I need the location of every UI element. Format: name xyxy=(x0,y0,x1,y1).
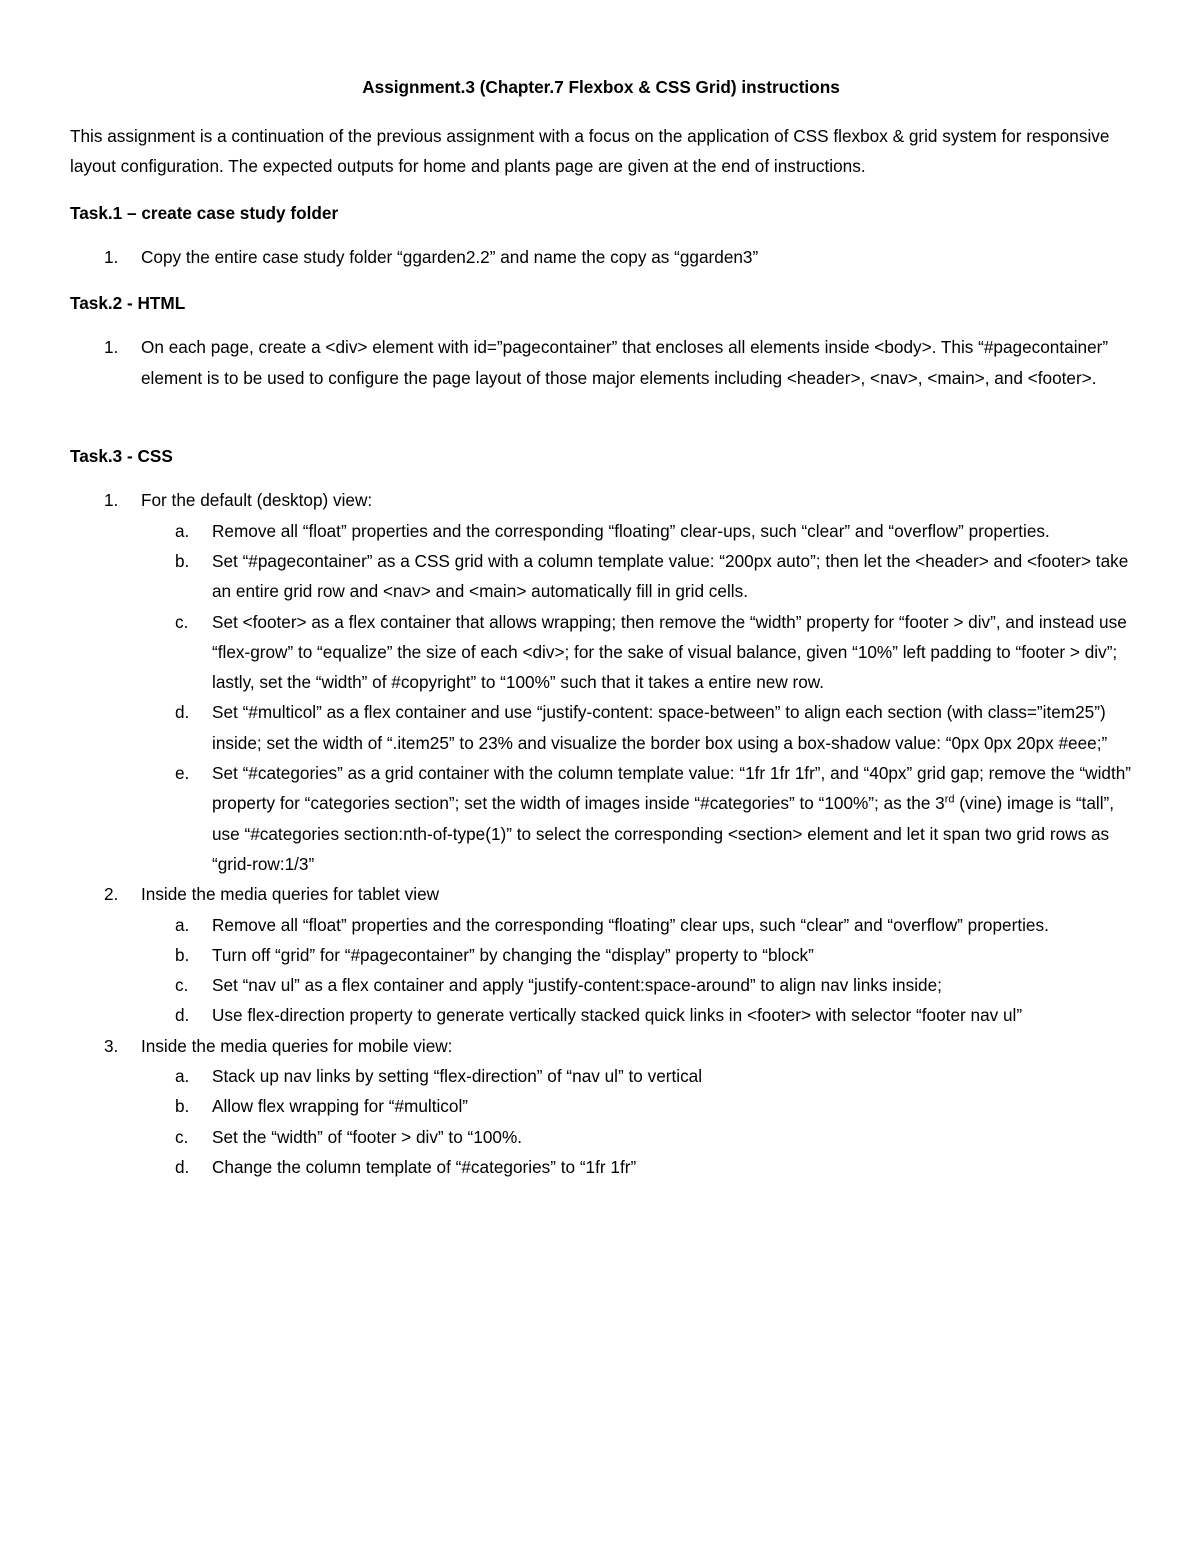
task3-step-1-subitems xyxy=(141,516,1132,880)
step-text: Inside the media queries for mobile view: xyxy=(141,1035,453,1056)
task3-step-3-subitems xyxy=(141,1061,1132,1182)
task3-list xyxy=(70,485,1132,1182)
sub-item-d xyxy=(141,697,1132,758)
task3-heading: Task.3 - CSS xyxy=(70,446,173,467)
sub-item-letter: b. xyxy=(175,1096,190,1117)
sub-item-letter: c. xyxy=(175,975,189,996)
task3-step-3 xyxy=(70,1031,1132,1182)
sub-item-b xyxy=(141,1091,1132,1121)
sub-item-text-before: Set “#categories” as a grid container with the column template value: “1fr 1fr 1fr”, and “40px” grid gap; remove the “width” property for “categories section”; set the width of images inside “#categories” to “100%”; as the 3 xyxy=(212,763,1132,814)
sub-item-c xyxy=(141,1122,1132,1152)
sub-item-d xyxy=(141,1152,1132,1182)
document-title: Assignment.3 (Chapter.7 Flexbox & CSS Grid) instructions xyxy=(362,77,840,97)
task2-step-1 xyxy=(70,332,1132,393)
sub-item-text xyxy=(212,763,1131,874)
sub-item-letter: b. xyxy=(175,550,190,571)
sub-item-text: Remove all “float” properties and the corresponding “floating” clear ups, such “clear” and “overflow” properties. xyxy=(212,914,1049,935)
sub-item-letter: e. xyxy=(175,763,190,784)
sub-item-b xyxy=(141,546,1132,607)
task1-heading: Task.1 – create case study folder xyxy=(70,202,339,223)
sub-item-d xyxy=(141,1000,1132,1030)
sub-item-a xyxy=(141,1061,1132,1091)
step-number: 1. xyxy=(104,246,119,267)
task1-step-1 xyxy=(70,242,1132,272)
sub-item-letter: a. xyxy=(175,520,190,541)
task3-step-1 xyxy=(70,485,1132,879)
sub-item-text: Set the “width” of “footer > div” to “100%. xyxy=(212,1126,522,1147)
task3-step-2 xyxy=(70,879,1132,1030)
step-number: 2. xyxy=(104,884,119,905)
task3-step-2-subitems xyxy=(141,910,1132,1031)
intro-paragraph: This assignment is a continuation of the previous assignment with a focus on the application of CSS flexbox & grid system for responsive layout configuration. The expected outputs for home and plants page are given at the end of instructions. xyxy=(70,126,1110,177)
sub-item-text: Set <footer> as a flex container that allows wrapping; then remove the “width” property for “footer > div”, and instead use “flex-grow” to “equalize” the size of each <div>; for the sake of visual balance, given “10%” left padding to “footer > div”; lastly, set the “width” of #copyright” to “100%” such that it takes a entire new row. xyxy=(212,611,1127,693)
step-text: Copy the entire case study folder “ggarden2.2” and name the copy as “ggarden3” xyxy=(141,246,759,267)
sub-item-letter: a. xyxy=(175,914,190,935)
sub-item-letter: d. xyxy=(175,1005,190,1026)
step-text: On each page, create a <div> element with id=”pagecontainer” that encloses all elements inside <body>. This “#pagecontainer” element is to be used to configure the page layout of those major elements including <header>, <nav>, <main>, and <footer>. xyxy=(141,337,1109,388)
step-text: Inside the media queries for tablet view xyxy=(141,884,440,905)
sub-item-letter: a. xyxy=(175,1066,190,1087)
task1-list xyxy=(70,242,1132,272)
sub-item-c xyxy=(141,970,1132,1000)
sub-item-letter: b. xyxy=(175,944,190,965)
sub-item-a xyxy=(141,516,1132,546)
task2-heading: Task.2 - HTML xyxy=(70,293,186,314)
sub-item-text: Use flex-direction property to generate vertically stacked quick links in <footer> with selector “footer nav ul” xyxy=(212,1005,1023,1026)
sub-item-b xyxy=(141,940,1132,970)
sub-item-text: Set “#multicol” as a flex container and use “justify-content: space-between” to align each section (with class=”item25”) inside; set the width of “.item25” to 23% and visualize the border box using a box-shadow value: “0px 0px 20px #eee;” xyxy=(212,702,1108,753)
sub-item-text: Change the column template of “#categories” to “1fr 1fr” xyxy=(212,1156,637,1177)
sub-item-text: Turn off “grid” for “#pagecontainer” by changing the “display” property to “block” xyxy=(212,944,814,965)
task2-list xyxy=(70,332,1132,393)
step-number: 3. xyxy=(104,1035,119,1056)
sub-item-a xyxy=(141,910,1132,940)
step-number: 1. xyxy=(104,490,119,511)
document-page xyxy=(70,72,1132,1198)
step-number: 1. xyxy=(104,337,119,358)
sub-item-text: Stack up nav links by setting “flex-direction” of “nav ul” to vertical xyxy=(212,1066,703,1087)
sub-item-letter: d. xyxy=(175,1156,190,1177)
sub-item-text-after: (vine) image is “tall”, use “#categories section:nth-of-type(1)” to select the corresponding <section> element and let it span two grid rows as “grid-row:1/3” xyxy=(212,793,1115,874)
sub-item-text: Remove all “float” properties and the corresponding “floating” clear-ups, such “clear” and “overflow” properties. xyxy=(212,520,1050,541)
sub-item-c xyxy=(141,607,1132,698)
sub-item-letter: d. xyxy=(175,702,190,723)
sub-item-letter: c. xyxy=(175,611,189,632)
sub-item-letter: c. xyxy=(175,1126,189,1147)
sub-item-e xyxy=(141,758,1132,879)
ordinal-superscript: rd xyxy=(944,793,955,806)
sub-item-text: Set “nav ul” as a flex container and apply “justify-content:space-around” to align nav links inside; xyxy=(212,975,942,996)
sub-item-text: Set “#pagecontainer” as a CSS grid with a column template value: “200px auto”; then let the <header> and <footer> take an entire grid row and <nav> and <main> automatically fill in grid cells. xyxy=(212,550,1129,602)
sub-item-text: Allow flex wrapping for “#multicol” xyxy=(212,1096,468,1117)
step-text: For the default (desktop) view: xyxy=(141,490,373,511)
